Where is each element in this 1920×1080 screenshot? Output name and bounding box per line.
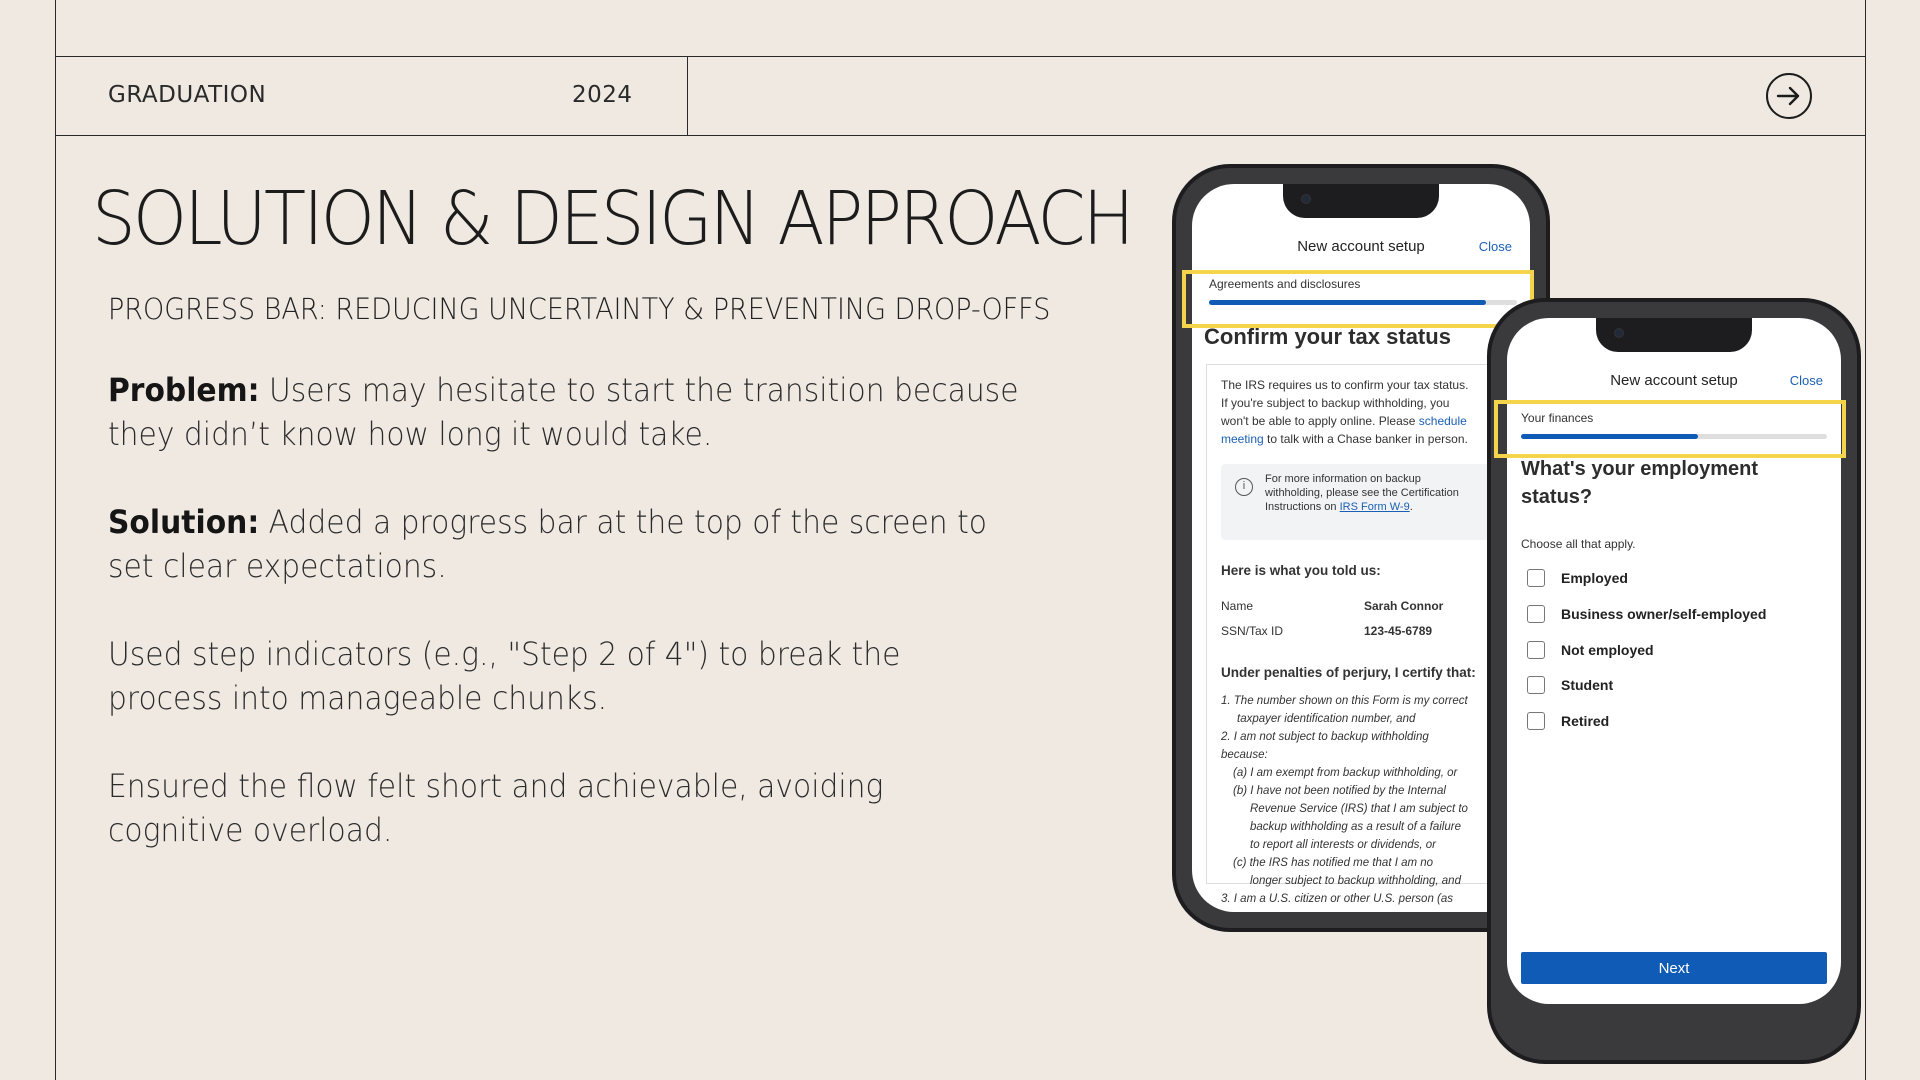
option-label: Student bbox=[1561, 677, 1614, 693]
terms-line: 2. I am not subject to backup withholding bbox=[1221, 731, 1429, 743]
camera-icon bbox=[1301, 194, 1311, 204]
perjury-heading: Under penalties of perjury, I certify that: bbox=[1221, 665, 1476, 680]
header-year: 2024 bbox=[572, 82, 633, 108]
name-value: Sarah Connor bbox=[1364, 599, 1444, 613]
header-top-line bbox=[55, 56, 1865, 57]
terms-line: taxpayer identification number, and bbox=[1237, 713, 1416, 725]
intro-line-4 bbox=[1221, 430, 1468, 448]
option-retired[interactable] bbox=[1527, 710, 1609, 732]
terms-line: to report all interests or dividends, or bbox=[1250, 839, 1437, 851]
terms-line: backup withholding as a result of a failure bbox=[1250, 821, 1461, 833]
choose-hint: Choose all that apply. bbox=[1521, 537, 1636, 551]
problem-paragraph bbox=[108, 368, 1019, 456]
checkbox[interactable] bbox=[1527, 569, 1545, 587]
screen-heading: Confirm your tax status bbox=[1204, 324, 1451, 349]
info-line-3-text: Instructions on bbox=[1265, 501, 1337, 513]
info-icon: i bbox=[1235, 478, 1253, 496]
irs-form-link[interactable]: IRS Form W-9 bbox=[1339, 501, 1410, 513]
screen-header-title: New account setup bbox=[1297, 238, 1425, 255]
header-bottom-line bbox=[55, 135, 1865, 136]
header-label: GRADUATION bbox=[108, 82, 267, 108]
option-label: Employed bbox=[1561, 570, 1628, 586]
name-label: Name bbox=[1221, 599, 1254, 613]
intro-line-1: The IRS requires us to confirm your tax status. bbox=[1221, 378, 1469, 392]
progress-label: Agreements and disclosures bbox=[1209, 277, 1361, 291]
checkbox[interactable] bbox=[1527, 712, 1545, 730]
solution-label: Solution: bbox=[108, 503, 260, 541]
info-line-3 bbox=[1265, 500, 1413, 514]
header-divider bbox=[687, 56, 688, 136]
solution-paragraph bbox=[108, 500, 1019, 588]
screen-heading-line-1: What's your employment bbox=[1521, 458, 1759, 480]
terms-line: (a) I am exempt from backup withholding, or bbox=[1233, 767, 1458, 779]
progress-highlight-box bbox=[1182, 270, 1534, 328]
screen-heading-line-2: status? bbox=[1521, 486, 1593, 508]
close-link[interactable]: Close bbox=[1789, 373, 1823, 388]
screen-header-title: New account setup bbox=[1610, 372, 1738, 389]
terms-line: (c) the IRS has notified me that I am no bbox=[1233, 857, 1434, 869]
phone-notch bbox=[1596, 318, 1752, 352]
info-line-3-end: . bbox=[1409, 501, 1413, 513]
option-label: Retired bbox=[1561, 713, 1610, 729]
progress-highlight-box bbox=[1494, 400, 1846, 458]
intro-line-3 bbox=[1221, 412, 1467, 430]
told-us-heading: Here is what you told us: bbox=[1221, 563, 1381, 578]
info-line-1: For more information on backup bbox=[1265, 473, 1421, 485]
checkbox[interactable] bbox=[1527, 676, 1545, 694]
problem-text: Users may hesitate to start the transition because they didn’t know how long it would take. bbox=[108, 371, 1019, 453]
intro-line-4-text: to talk with a Chase banker in person. bbox=[1267, 432, 1468, 446]
next-button[interactable]: Next bbox=[1521, 952, 1827, 984]
option-business-owner[interactable] bbox=[1527, 603, 1766, 625]
option-label: Business owner/self-employed bbox=[1561, 606, 1767, 622]
frame-right-line bbox=[1865, 0, 1866, 1080]
checkbox[interactable] bbox=[1527, 605, 1545, 623]
arrow-right-circle-icon bbox=[1776, 86, 1802, 106]
step-indicator-paragraph: Used step indicators (e.g., "Step 2 of 4") to break the process into manageable chunks. bbox=[108, 635, 901, 717]
next-slide-button[interactable] bbox=[1766, 73, 1812, 119]
terms-line: 1. The number shown on this Form is my correct bbox=[1221, 695, 1468, 707]
ssn-label: SSN/Tax ID bbox=[1221, 624, 1284, 638]
intro-line-2: If you're subject to backup withholding, you bbox=[1221, 396, 1450, 410]
close-link[interactable]: Close bbox=[1478, 239, 1512, 254]
option-not-employed[interactable] bbox=[1527, 639, 1654, 661]
option-label: Not employed bbox=[1561, 642, 1654, 658]
intro-line-3-text: won't be able to apply online. Please bbox=[1221, 414, 1416, 428]
short-flow-paragraph: Ensured the flow felt short and achievable, avoiding cognitive overload. bbox=[108, 767, 884, 849]
meeting-link[interactable]: meeting bbox=[1221, 432, 1264, 446]
option-employed[interactable] bbox=[1527, 567, 1628, 589]
problem-label: Problem: bbox=[108, 371, 260, 409]
progress-label: Your finances bbox=[1521, 411, 1594, 425]
terms-line: longer subject to backup withholding, and bbox=[1250, 875, 1461, 887]
option-student[interactable] bbox=[1527, 674, 1613, 696]
terms-line: because: bbox=[1221, 749, 1268, 761]
solution-text: Added a progress bar at the top of the screen to set clear expectations. bbox=[108, 503, 987, 585]
slide-subtitle: PROGRESS BAR: REDUCING UNCERTAINTY & PREVENTING DROP-OFFS bbox=[108, 292, 1051, 326]
checkbox[interactable] bbox=[1527, 641, 1545, 659]
ssn-value: 123-45-6789 bbox=[1364, 624, 1433, 638]
terms-line: (b) I have not been notified by the Internal bbox=[1233, 785, 1446, 797]
info-box bbox=[1221, 464, 1530, 540]
info-line-2: withholding, please see the Certification bbox=[1265, 487, 1459, 499]
slide-title: SOLUTION & DESIGN APPROACH bbox=[92, 176, 1132, 262]
terms-line: 3. I am a U.S. citizen or other U.S. person (as bbox=[1221, 893, 1454, 905]
schedule-link[interactable]: schedule bbox=[1418, 414, 1467, 428]
phone-notch bbox=[1283, 184, 1439, 218]
frame-left-line bbox=[55, 0, 56, 1080]
terms-line: Revenue Service (IRS) that I am subject to bbox=[1250, 803, 1468, 815]
camera-icon bbox=[1614, 328, 1624, 338]
